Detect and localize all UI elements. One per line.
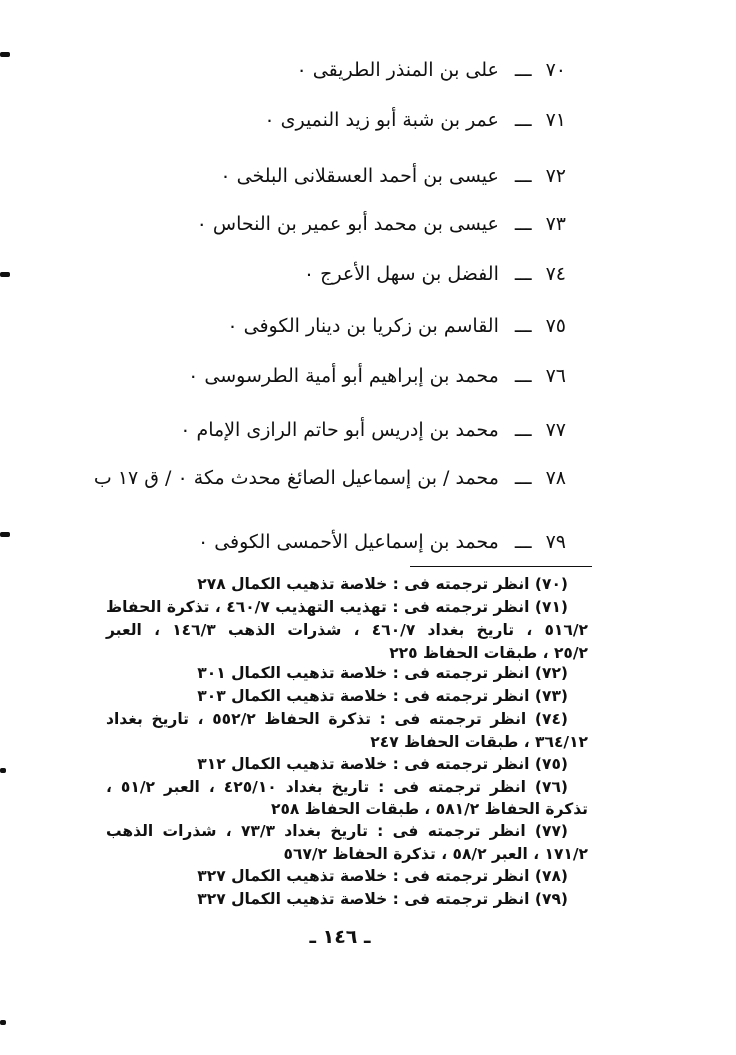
entry-text: عيسى بن محمد أبو عمير بن النحاس ٠	[196, 213, 499, 235]
entry-dash: ـــ	[514, 467, 532, 489]
entry-text: محمد بن إدريس أبو حاتم الرازى الإمام ٠	[180, 419, 499, 441]
entry-text: الفضل بن سهل الأعرج ٠	[303, 263, 499, 285]
footnote-line: (٧٧) انظر ترجمته فى : تاريخ بغداد ٧٣/٣ ، شذرات الذهب	[106, 822, 568, 840]
entry-text: محمد / بن إسماعيل الصائغ محدث مكة ٠ / ق ١٧ ب	[93, 467, 499, 489]
entry-number: ٧٢	[545, 165, 566, 187]
entry-dash: ـــ	[514, 213, 532, 235]
footnote-line: ٢٥/٢ ، طبقات الحفاظ ٢٢٥	[389, 644, 588, 662]
footnote-line: (٧٦) انظر ترجمته فى : تاريخ بغداد ٤٢٥/١٠ ، العبر ٥١/٢ ،	[106, 778, 568, 796]
footnote-line: (٧٢) انظر ترجمته فى : خلاصة تذهيب الكمال ٣٠١	[197, 664, 568, 682]
entry-dash: ـــ	[514, 109, 532, 131]
entry-text: القاسم بن زكريا بن دينار الكوفى ٠	[227, 315, 499, 337]
entry-77	[180, 416, 566, 444]
entry-number: ٧٨	[545, 467, 566, 489]
entry-72	[220, 162, 566, 190]
footnote-line: (٧١) انظر ترجمته فى : تهذيب التهذيب ٤٦٠/٧ ، تذكرة الحفاظ	[106, 598, 568, 616]
entry-70	[296, 56, 566, 84]
margin-mark	[0, 1020, 6, 1025]
footnote-line: (٧٨) انظر ترجمته فى : خلاصة تذهيب الكمال ٣٢٧	[197, 867, 568, 885]
margin-mark	[0, 768, 6, 773]
footnote-separator	[410, 566, 592, 567]
entry-number: ٧٩	[545, 531, 566, 553]
entry-78	[94, 464, 566, 492]
footnote-line: ١٧١/٢ ، العبر ٥٨/٢ ، تذكرة الحفاظ ٥٦٧/٢	[283, 845, 588, 863]
entry-dash: ـــ	[514, 315, 532, 337]
entry-dash: ـــ	[514, 531, 532, 553]
entry-74	[304, 260, 566, 288]
entry-text: عمر بن شبة أبو زيد النميرى ٠	[264, 109, 499, 131]
entry-dash: ـــ	[514, 165, 532, 187]
footnote-line: (٧٣) انظر ترجمته فى : خلاصة تذهيب الكمال ٣٠٣	[197, 687, 568, 705]
entry-dash: ـــ	[514, 59, 532, 81]
entry-text: على بن المنذر الطريقى ٠	[296, 59, 499, 81]
margin-mark	[0, 272, 10, 277]
footnote-line: (٧٠) انظر ترجمته فى : خلاصة تذهيب الكمال ٢٧٨	[197, 575, 568, 593]
entry-text: محمد بن إسماعيل الأحمسى الكوفى ٠	[197, 531, 499, 553]
footnote-line: ٣٦٤/١٢ ، طبقات الحفاظ ٢٤٧	[370, 733, 588, 751]
footnote-line: ٥١٦/٢ ، تاريخ بغداد ٤٦٠/٧ ، شذرات الذهب ١٤٦/٣ ، العبر	[106, 621, 588, 639]
entry-number: ٧١	[545, 109, 566, 131]
entry-number: ٧٥	[545, 315, 566, 337]
footnote-line: (٧٤) انظر ترجمته فى : تذكرة الحفاظ ٥٥٢/٢ ، تاريخ بغداد	[106, 710, 568, 728]
footnote-line: تذكرة الحفاظ ٥٨١/٢ ، طبقات الحفاظ ٢٥٨	[271, 800, 588, 818]
entry-75	[227, 312, 566, 340]
entry-text: محمد بن إبراهيم أبو أمية الطرسوسى ٠	[188, 365, 499, 387]
entry-number: ٧٧	[545, 419, 566, 441]
entry-dash: ـــ	[514, 419, 532, 441]
entry-number: ٧٦	[545, 365, 566, 387]
footnote-line: (٧٩) انظر ترجمته فى : خلاصة تذهيب الكمال ٣٢٧	[197, 890, 568, 908]
entry-76	[188, 362, 566, 390]
page-number: ـ ١٤٦ ـ	[309, 926, 371, 948]
entry-71	[264, 106, 566, 134]
entry-number: ٧٠	[545, 59, 566, 81]
margin-mark	[0, 532, 10, 537]
entry-79	[198, 528, 566, 556]
entry-number: ٧٤	[545, 263, 566, 285]
footnote-line: (٧٥) انظر ترجمته فى : خلاصة تذهيب الكمال ٣١٢	[197, 755, 568, 773]
entry-text: عيسى بن أحمد العسقلانى البلخى ٠	[220, 165, 499, 187]
margin-mark	[0, 52, 10, 57]
entry-73	[197, 210, 566, 238]
entry-dash: ـــ	[514, 263, 532, 285]
entry-number: ٧٣	[545, 213, 566, 235]
entry-dash: ـــ	[514, 365, 532, 387]
